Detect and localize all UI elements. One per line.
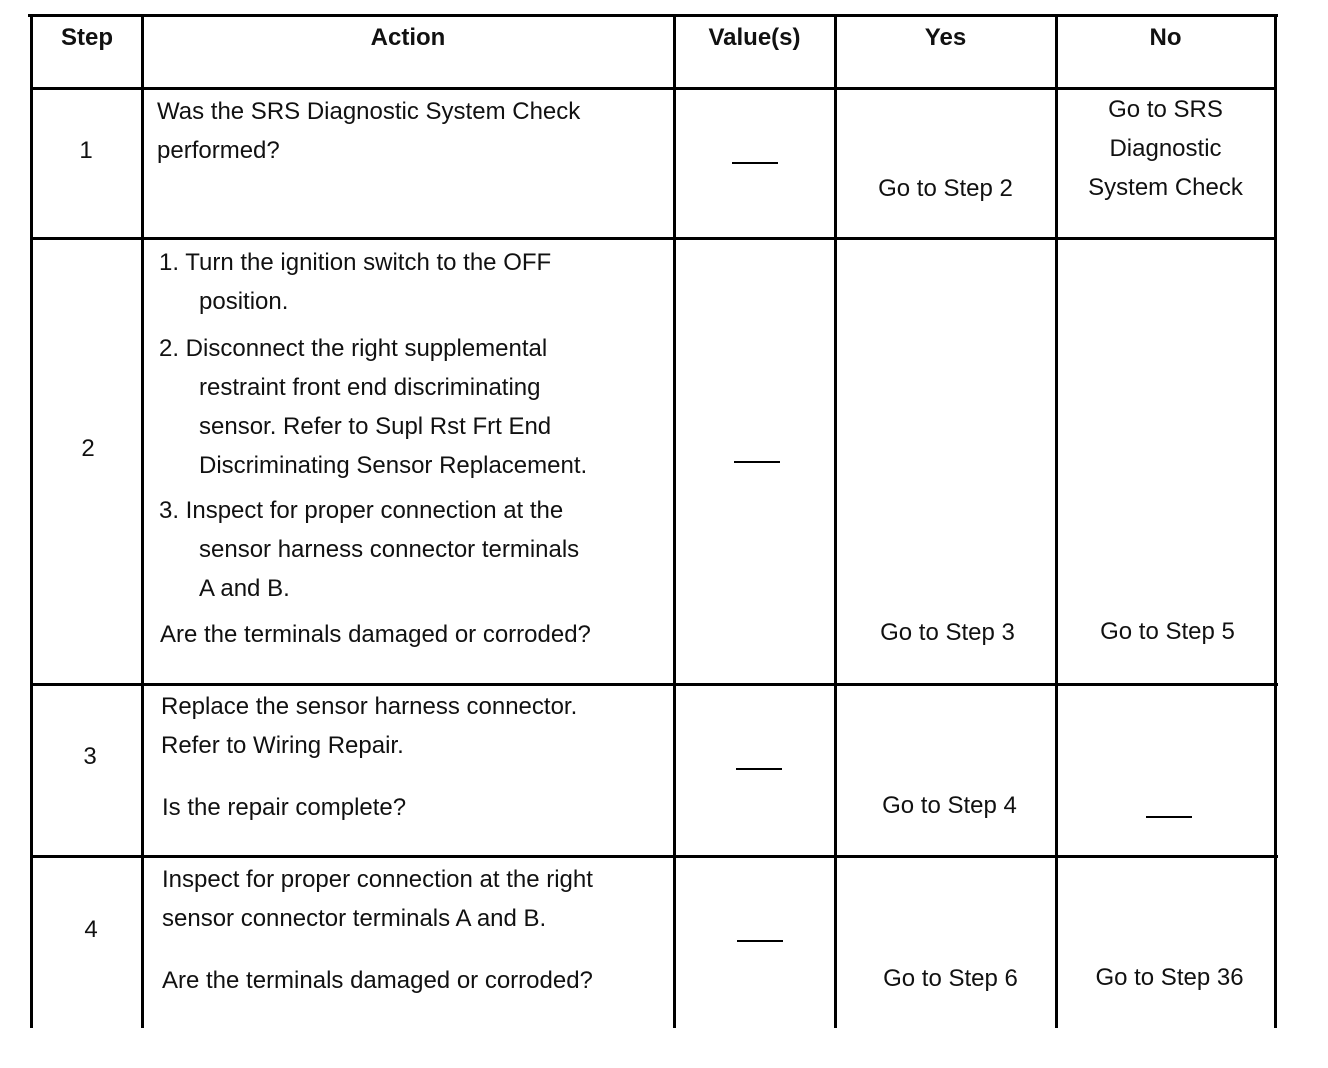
column-divider-step: [141, 14, 144, 1028]
action-line: 3. Inspect for proper connection at the: [159, 497, 564, 524]
action-question: Are the terminals damaged or corroded?: [162, 967, 593, 994]
value-dash: [737, 940, 783, 942]
header-action: Action: [370, 24, 446, 51]
step-number: 3: [83, 743, 97, 770]
action-line: performed?: [157, 137, 280, 164]
action-line: Was the SRS Diagnostic System Check: [157, 98, 581, 125]
no-result-line: Diagnostic: [1109, 135, 1222, 162]
action-item: [159, 329, 587, 485]
table-border-left: [30, 14, 33, 1028]
action-item: [159, 491, 579, 608]
action-line: restraint front end discriminating: [199, 374, 541, 401]
header-yes: Yes: [924, 24, 967, 51]
action-line: Replace the sensor harness connector.: [161, 693, 578, 720]
value-dash: [736, 768, 782, 770]
no-result: Go to Step 5: [1100, 618, 1235, 645]
table-border-right: [1274, 14, 1277, 1028]
action-item: [159, 243, 551, 321]
action-line: A and B.: [199, 575, 290, 602]
value-dash: [732, 162, 778, 164]
action-line: Inspect for proper connection at the right: [162, 866, 593, 893]
no-result: Go to Step 36: [1095, 964, 1244, 991]
row-divider-3: [32, 855, 1278, 858]
action-line: sensor harness connector terminals: [199, 536, 580, 563]
action-line: sensor connector terminals A and B.: [162, 905, 547, 932]
header-step: Step: [60, 24, 113, 51]
no-result-dash: [1146, 816, 1192, 818]
table-border-top: [28, 14, 1278, 17]
action-text: [157, 92, 580, 170]
yes-result: Go to Step 4: [882, 792, 1017, 819]
header-values: Value(s): [708, 24, 801, 51]
row-divider-2: [32, 683, 1278, 686]
yes-result: Go to Step 2: [878, 175, 1013, 202]
action-question: Are the terminals damaged or corroded?: [160, 621, 591, 648]
action-line: sensor. Refer to Supl Rst Frt End: [199, 413, 552, 440]
action-text: [162, 860, 593, 938]
step-number: 4: [84, 916, 98, 943]
header-no: No: [1149, 24, 1182, 51]
action-question: Is the repair complete?: [162, 794, 407, 821]
action-line: 1. Turn the ignition switch to the OFF: [159, 249, 552, 276]
column-divider-action: [673, 14, 676, 1028]
row-divider-1: [30, 237, 1276, 240]
action-line: Discriminating Sensor Replacement.: [199, 452, 588, 479]
no-result: [1057, 90, 1274, 207]
step-number: 1: [79, 137, 93, 164]
yes-result: Go to Step 3: [880, 619, 1015, 646]
yes-result: Go to Step 6: [883, 965, 1018, 992]
step-number: 2: [81, 435, 95, 462]
column-divider-values: [834, 14, 837, 1028]
no-result-line: Go to SRS: [1108, 96, 1223, 123]
value-dash: [734, 461, 780, 463]
action-text: [161, 687, 577, 765]
no-result-line: System Check: [1088, 174, 1243, 201]
action-line: position.: [199, 288, 289, 315]
action-line: Refer to Wiring Repair.: [161, 732, 404, 759]
action-line: 2. Disconnect the right supplemental: [159, 335, 548, 362]
